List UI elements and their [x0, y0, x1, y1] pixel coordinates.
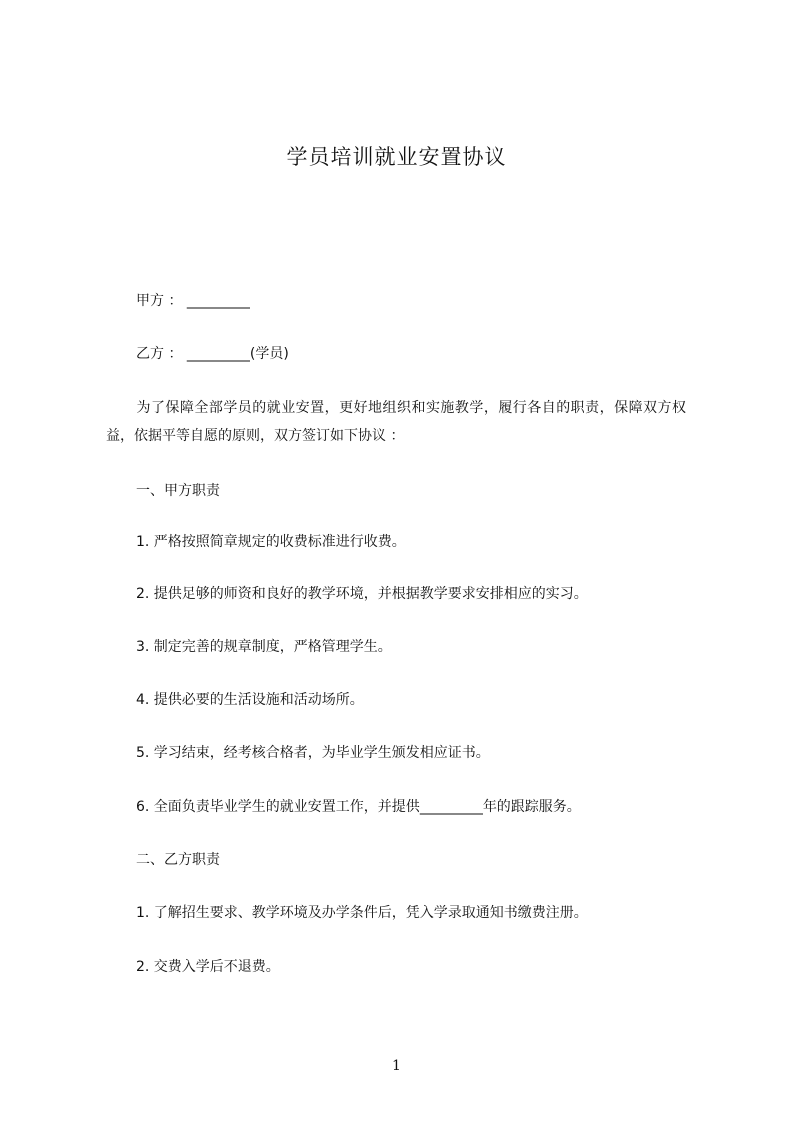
party-a-blank: _________	[186, 293, 250, 309]
party-b-label: 乙方 ：	[136, 346, 183, 362]
item6-blank: _________	[419, 799, 483, 815]
section-one-heading: 一、甲方职责	[136, 483, 220, 499]
intro-text: 为了保障全部学员的就业安置，更好地组织和实施教学，履行各自的职责，保障双方权益，依据平等自愿的原则，双方签订如下协议 ：	[106, 400, 686, 444]
party-b-blank: _________	[186, 346, 250, 362]
party-a-label: 甲方 ：	[136, 293, 183, 309]
page-number: 1	[392, 1058, 401, 1074]
section-one-item: 1. 严格按照简章规定的收费标准进行收费。	[136, 534, 406, 550]
section-one-item-6	[136, 797, 581, 817]
item6-suffix: 年的跟踪服务。	[482, 799, 581, 815]
party-b-suffix: (学员)	[249, 346, 289, 362]
section-two-item: 1. 了解招生要求、教学环境及办学条件后，凭入学录取通知书缴费注册。	[136, 905, 588, 921]
document-title: 学员培训就业安置协议	[286, 145, 507, 169]
section-one-item: 4. 提供必要的生活设施和活动场所。	[136, 692, 364, 708]
intro-paragraph	[106, 394, 686, 450]
section-one-item: 5. 学习结束，经考核合格者，为毕业学生颁发相应证书。	[136, 745, 490, 761]
section-two-item: 2. 交费入学后不退费。	[136, 959, 280, 975]
section-one-item: 3. 制定完善的规章制度，严格管理学生。	[136, 639, 392, 655]
item6-prefix: 6. 全面负责毕业学生的就业安置工作，并提供	[136, 799, 420, 815]
party-a-line	[136, 291, 250, 311]
section-two-heading: 二、乙方职责	[136, 852, 220, 868]
party-b-line	[136, 344, 289, 364]
section-one-item: 2. 提供足够的师资和良好的教学环境，并根据教学要求安排相应的实习。	[136, 586, 588, 602]
